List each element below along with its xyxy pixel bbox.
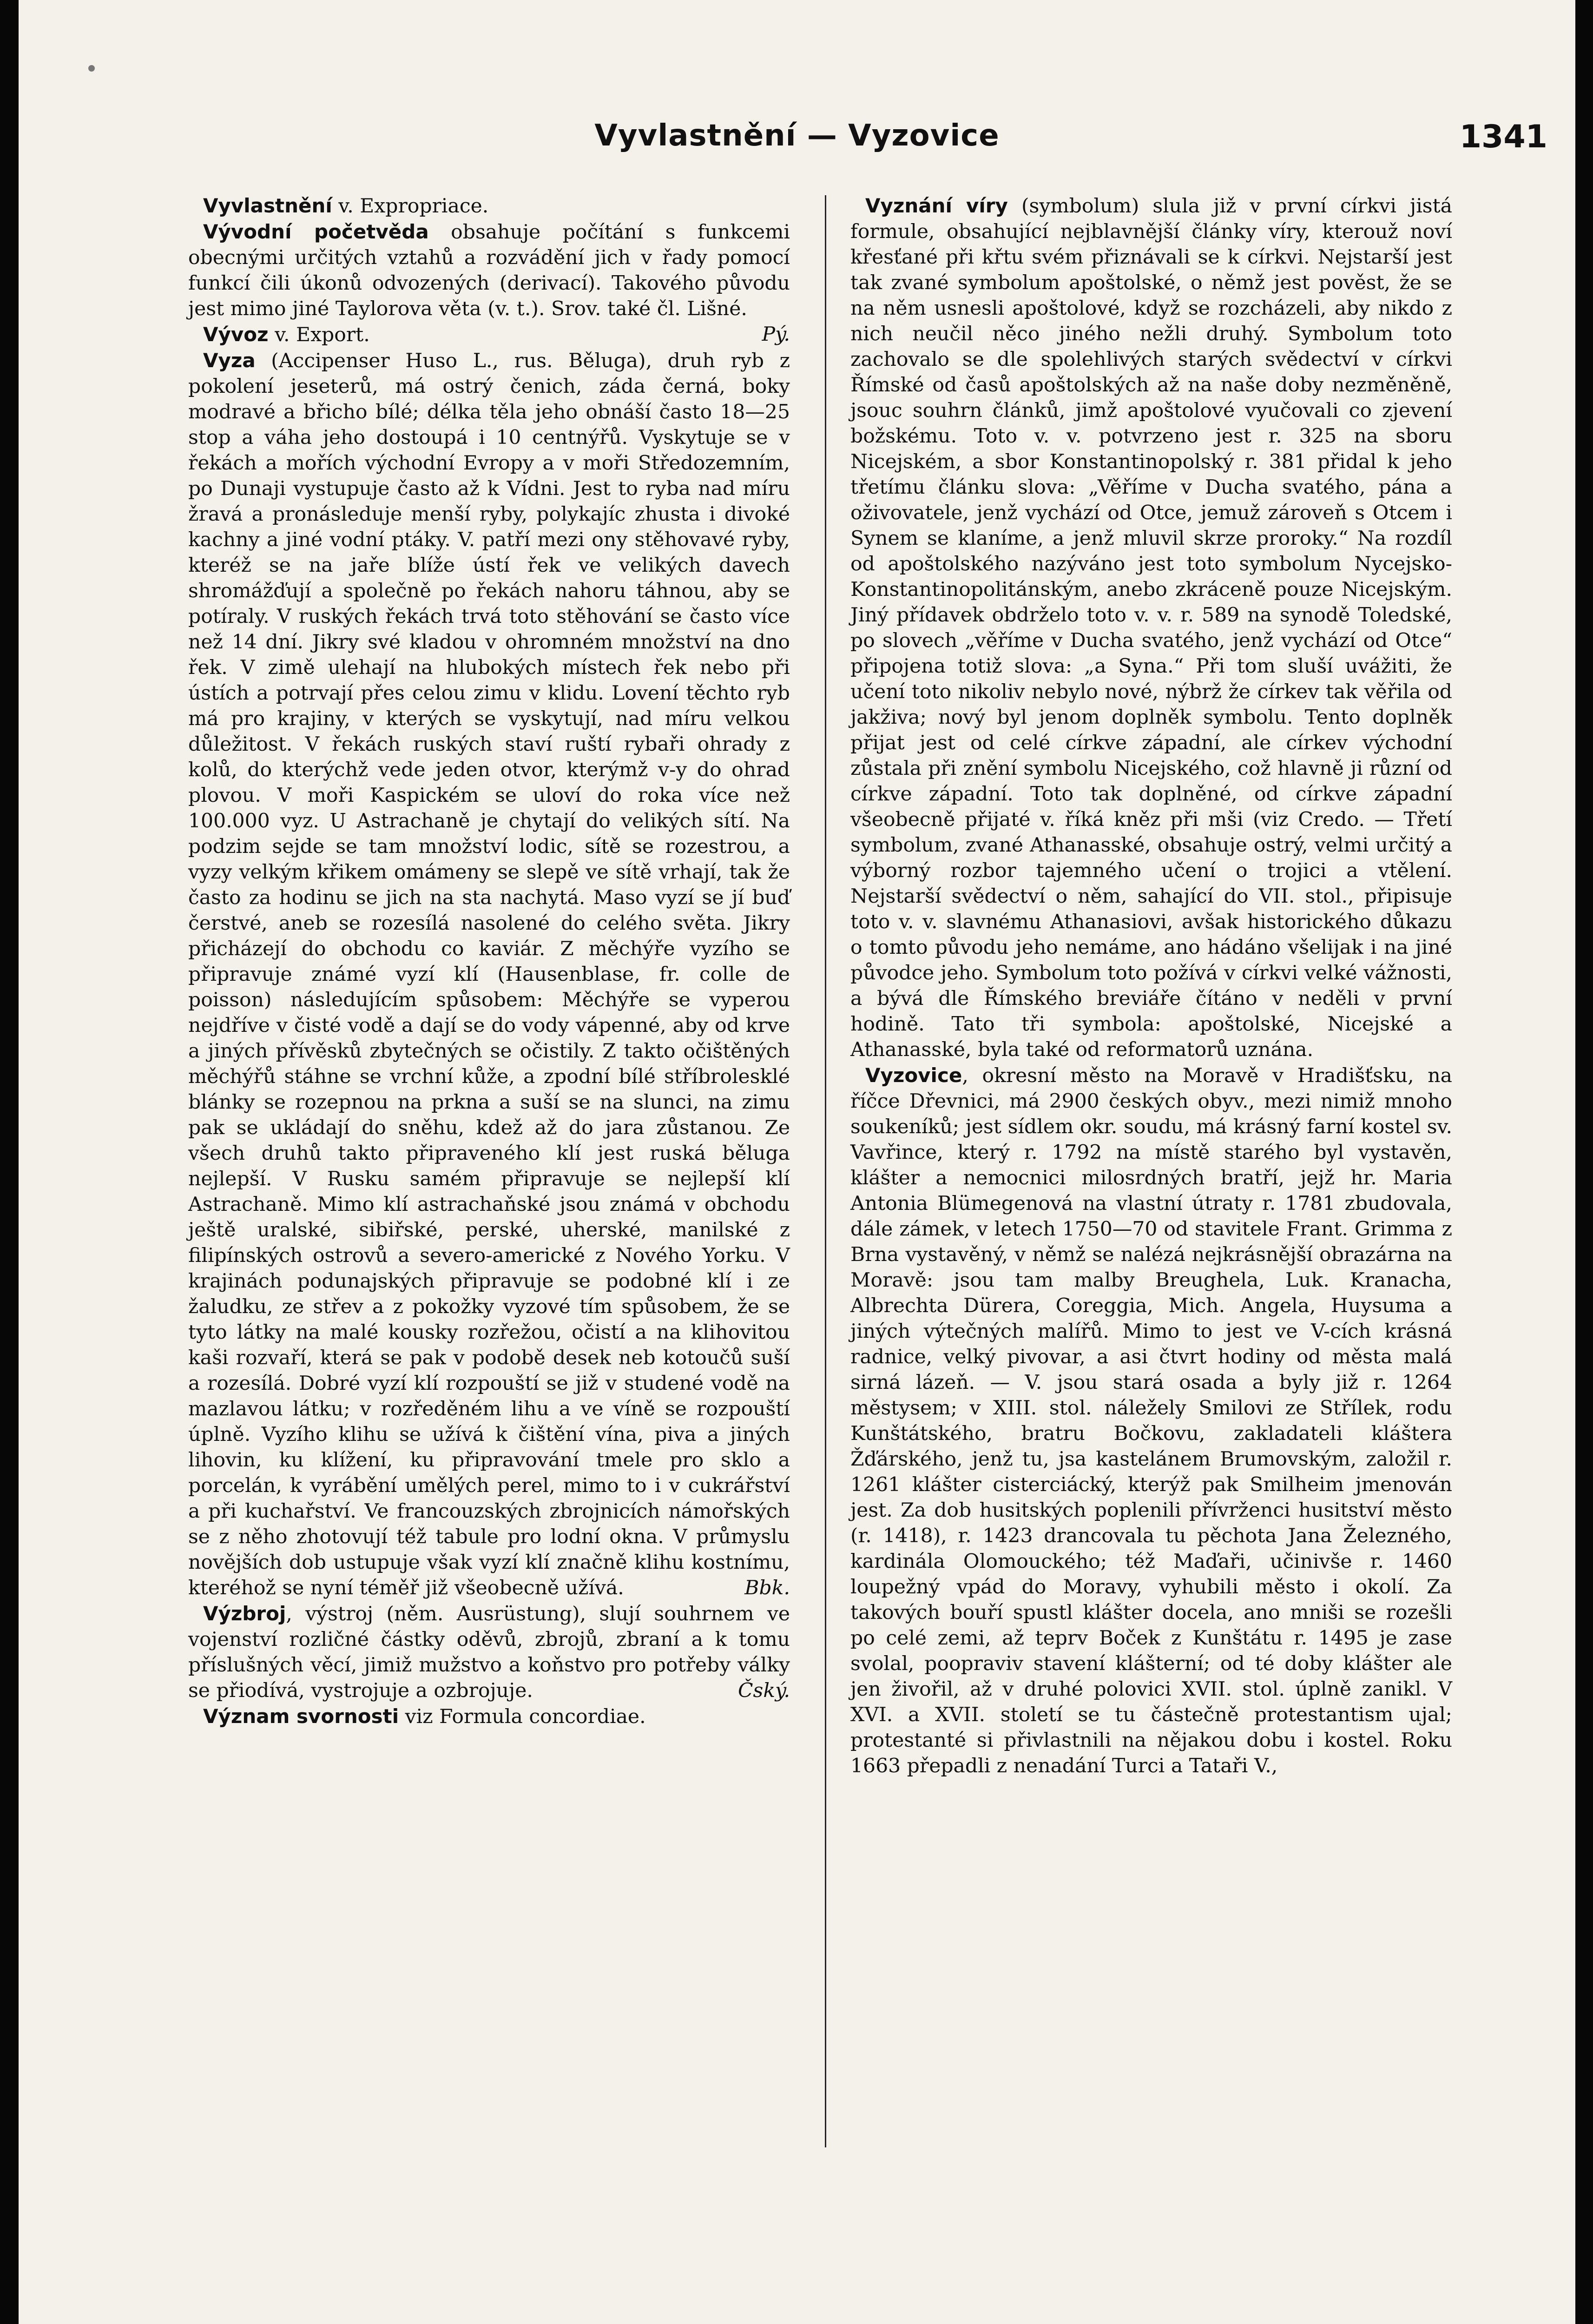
entry-headword: Vývodní početvěda [203, 220, 429, 243]
document-page [19, 0, 1575, 2324]
entry-headword: Vyvlastnění [203, 194, 332, 217]
entry-body: v. Export. [268, 324, 370, 346]
entry [850, 193, 1452, 1063]
entry-author: Bbk. [744, 1577, 790, 1599]
entry [188, 322, 790, 348]
entry-headword: Výzbroj [203, 1602, 286, 1625]
entry [188, 348, 790, 1601]
running-title: Vyvlastnění — Vyzovice [594, 119, 1000, 153]
entry-headword: Význam svornosti [203, 1705, 399, 1728]
entry-body: v. Expropriace. [332, 195, 489, 218]
column-divider [825, 195, 826, 2147]
entry-author: Čský. [738, 1679, 790, 1702]
entry [850, 1063, 1452, 1779]
left-column [188, 193, 790, 1730]
entry-body: (Accipenser Huso L., rus. Běluga), druh ryb z pokolení jeseterů, má ostrý čenich, záda černá, boky modravé a břicho bílé; délka těla jeho obnáší často 18—25 stop a váha jeho dostoupá i 10 centnýřů. Vyskytuje se v řekách a mořích východní Evropy a v moři Středozemním, po Dunaji vystupuje často až k Vídni. Jest to ryba nad míru žravá a pronásleduje menší ryby, polykajíc zhusta i divoké kachny a jiné vodní ptáky. V. patří mezi ony stěhovavé ryby, kteréž se na jaře blíže ústí řek ve velikých davech shromážďují a společně po řekách nahoru táhnou, aby se potíraly. V ruských řekách trvá toto stěhování se často více než 14 dní. Jikry své kladou v ohromném množství na dno řek. V zimě ulehají na hlubokých místech řek nebo při ústích a potrvají přes celou zimu v klidu. Lovení těchto ryb má pro krajiny, v kterých se vyskytují, nad míru velkou důležitost. V řekách ruských staví ruští rybaři ohrady z kolů, do kterýchž vede jeden otvor, kterýmž v-y do ohrad plovou. V moři Kaspickém se uloví do roka více než 100.000 vyz. U Astrachaně je chytají do velikých sítí. Na podzim sejde se tam množství lodic, sítě se rozestrou, a vyzy velkým křikem omámeny se slepě ve sítě vrhají, tak že často za hodinu se jich na sta nachytá. Maso vyzí se jí buď čerstvé, aneb se rozesílá nasolené do celého světa. Jikry přicházejí do obchodu co kaviár. Z měchýře vyzího se připravuje známé vyzí klí (Hausenblase, fr. colle de poisson) následujícím spůsobem: Měchýře se vyperou nejdříve v čisté vodě a dají se do vody vápenné, aby od krve a jiných přívěsků zbytečných se očistily. Z takto očištěných měchýřů stáhne se vrchní kůže, a zpodní bílé stříbrolesklé blánky se rozepnou na prkna a suší se na slunci, na zimu pak se ukládají do sněhu, kdež až do jara zůstanou. Ze všech druhů takto připraveného klí jest ruská běluga nejlepší. V Rusku samém připravuje se nejlepší klí Astrachaně. Mimo klí astrachaňské jsou známá v obchodu ještě uralské, sibiřské, perské, uherské, manilské z filipínských ostrovů a severo-americké z Nového Yorku. V krajinách podunajských připravuje se podobné klí i ze žaludku, ze střev a z pokožky vyzové tím spůsobem, že se tyto látky na malé kousky rozřežou, očistí a na klihovitou kaši rozvaří, která se pak v podobě desek neb kotoučů suší a rozesílá. Dobré vyzí klí rozpouští se již v studené vodě na mazlavou látku; v rozředěném lihu a ve víně se rozpouští úplně. Vyzího klihu se užívá k čištění vína, piva a jiných lihovin, ku klížení, ku připravování tmele pro sklo a porcelán, k vyrábění umělých perel, mimo to i v cukrářství a při kuchařství. Ve francouzských zbrojnicích námořských se z něho zhotovují též tabule pro lodní okna. V průmyslu novějších dob ustupuje však vyzí klí značně klihu kostnímu, kteréhož se nyní téměř již všeobecně užívá. [188, 350, 790, 1599]
entry-headword: Vyzovice [865, 1064, 962, 1087]
entry [188, 1601, 790, 1703]
entry-body: (symbolum) slula již v první církvi jistá formule, obsahující nejblavnější články víry, kterouž noví křesťané při křtu svém přiznávali se k církvi. Nejstarší jest tak zvané symbolum apoštolské, o němž jest pověst, že se na něm usnesli apoštolové, když se rozcházeli, aby nikdo z nich neučil něco jiného nežli druhý. Symbolum toto zachovalo se dle spolehlivých starých svědectví v církvi Římské od časů apoštolských až na naše doby nezměněně, jsouc souhrn článků, jimž apoštolové vyučovali co zjevení božskému. Toto v. v. potvrzeno jest r. 325 na sboru Nicejském, a sbor Konstantinopolský r. 381 přidal k jeho třetímu článku slova: „Věříme v Ducha svatého, pána a oživovatele, jenž vychází od Otce, jemuž zároveň s Otcem i Synem se klaníme, a jenž mluvil skrze proroky.“ Na rozdíl od apoštolského nazýváno jest toto symbolum Nycejsko-Konstantinopolitánským, anebo zkráceně pouze Nicejským. Jiný přídavek obdrželo toto v. v. r. 589 na synodě Toledské, po slovech „věříme v Ducha svatého, jenž vychází od Otce“ připojena totiž slova: „a Syna.“ Při tom sluší uvážiti, že učení toto nikoliv nebylo nové, nýbrž že církev tak věřila od jakživa; nový byl jenom doplněk symbolu. Tento doplněk přijat jest od celé církve západní, ale církev východní zůstala při znění symbolu Nicejského, což hlavně ji různí od církve západní. Toto tak doplněné, od církve západní všeobecně přijaté v. říká kněz při mši (viz Credo. — Třetí symbolum, zvané Athanasské, obsahuje ostrý, velmi určitý a výborný rozbor tajemného učení o trojici a vtělení. Nejstarší svědectví o něm, sahající do VII. stol., připisuje toto v. v. slavnému Athanasiovi, avšak historického důkazu o tomto původu jeho nemáme, ano hádáno všelijak i na jiné původce jeho. Symbolum toto požívá v církvi velké vážnosti, a bývá dle Římského breviáře čítáno v neděli v první hodině. Tato tři symbola: apoštolské, Nicejské a Athanasské, byla také od reformatorů uznána. [850, 195, 1453, 1061]
page-header [19, 119, 1575, 165]
entry [188, 193, 790, 219]
entry-headword: Vyza [203, 349, 256, 372]
entry [188, 1703, 790, 1730]
scan-speck [88, 65, 95, 72]
entry-headword: Vyznání víry [865, 194, 1008, 217]
page-number: 1341 [1459, 119, 1547, 155]
entry-body: obsahuje počítání s funkcemi obecnými určitých vztahů a rozvádění jich v řady pomocí funkcí čili úkonů odvozených (derivací). Takového původu jest mimo jiné Taylorova věta (v. t.). Srov. také čl. Lišné. [188, 221, 790, 320]
entry-body: viz Formula concordiae. [399, 1705, 646, 1728]
entry-body: , výstroj (něm. Ausrüstung), slují souhrnem ve vojenství rozličné částky oděvů, zbrojů, zbraní a k tomu příslušných věcí, jimiž mužstvo a koňstvo pro potřeby války se přiodívá, vystrojuje a ozbrojuje. [188, 1603, 790, 1702]
entry-body: , okresní město na Moravě v Hradišťsku, na říčce Dřevnici, má 2900 českých obyv., mezi nimiž mnoho soukeníků; jest sídlem okr. soudu, má krásný farní kostel sv. Vavřince, který r. 1792 na místě starého byl vystavěn, klášter a nemocnici milosrdných bratří, jejž hr. Maria Antonia Blümegenová na vlastní útraty r. 1781 zbudovala, dále zámek, v letech 1750—70 od stavitele Frant. Grimma z Brna vystavěný, v němž se nalézá nejkrásnější obrazárna na Moravě: jsou tam malby Breughela, Luk. Kranacha, Albrechta Dürera, Coreggia, Mich. Angela, Huysuma a jiných výtečných malířů. Mimo to jest ve V-cích krásná radnice, velký pivovar, a asi čtvrt hodiny od města malá sirná lázeň. — V. jsou stará osada a byly již r. 1264 městysem; v XIII. stol. náležely Smilovi ze Střílek, rodu Kunštátského, bratru Bočkovu, zakladateli kláštera Žďárského, jenž tu, jsa kastelánem Brumovským, založil r. 1261 klášter cisterciácký, kterýž pak Smilheim jmenován jest. Za dob husitských poplenili přívrženci husitství město (r. 1418), r. 1423 drancovala tu pěchota Jana Železného, kardinála Olomouckého; též Maďaři, učinivše r. 1460 loupežný vpád do Moravy, vyhubili město i okolí. Za takových bouří spustl klášter docela, ano mniši se rozešli po celé zemi, až teprv Boček z Kunštátu r. 1495 je zase svolal, poopraviv stavení klášterní; od té doby klášter ale jen živořil, až v druhé polovici XVII. stol. úplně zanikl. V XVI. a XVII. století se tu částečně protestantism ujal; protestanté si přivlastnili na nějakou dobu i kostel. Roku 1663 přepadli z nenadání Turci a Tataři V., [850, 1064, 1452, 1777]
right-column [850, 193, 1452, 1779]
entry-headword: Vývoz [203, 323, 269, 346]
entry-author: Pý. [762, 323, 790, 346]
